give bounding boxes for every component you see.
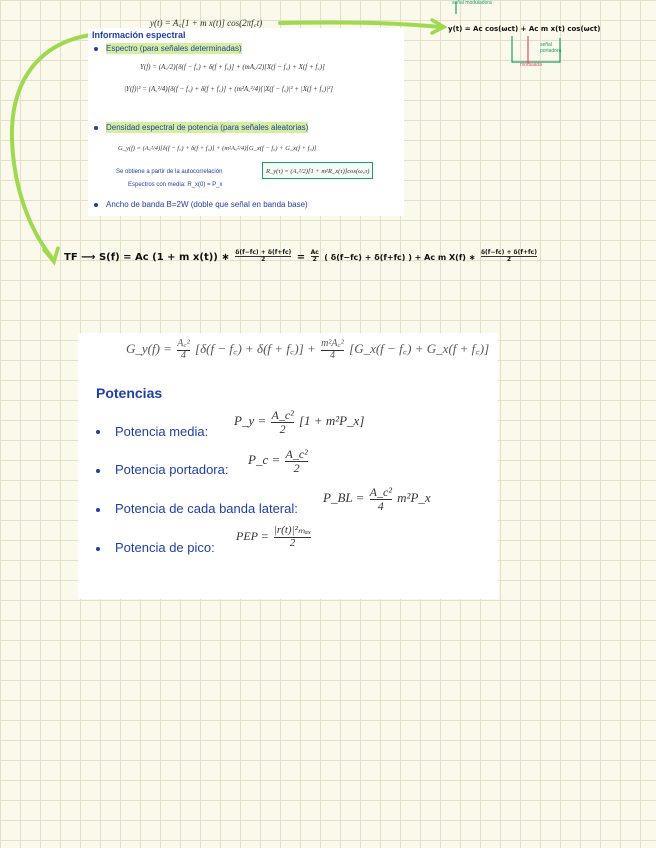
psd-formula-lhs: G_y(f) = xyxy=(126,341,172,356)
tf-lhs: S(f) = Ac (1 + m x(t)) ∗ xyxy=(98,251,230,263)
spectral-info-card xyxy=(88,28,404,216)
psd-b-den: 4 xyxy=(321,350,344,362)
psd-a-den: 4 xyxy=(177,350,190,362)
bullet-dot xyxy=(96,547,100,551)
power-item-label: Potencia media: xyxy=(115,424,209,439)
power-item-label: Potencia portadora: xyxy=(115,462,229,477)
tf-arrow: ⟶ xyxy=(81,251,96,263)
formula-num: A_c² xyxy=(271,408,294,422)
tf-frac3-den: 2 xyxy=(481,256,537,263)
formula-den: 2 xyxy=(274,537,311,550)
bullet-dot xyxy=(94,47,98,51)
psd-equation: G_y(f) = (A꜀²/4)[δ(f − f꜀) + δ(f + f꜀)] + (m²A꜀²/4)[G_x(f − f꜀) + G_x(f + f꜀)] xyxy=(118,145,317,152)
formula-rest: [1 + m²P_x] xyxy=(299,413,365,429)
spectrum-bullet: Espectro (para señales determinadas) xyxy=(106,44,242,53)
power-item-formula xyxy=(323,486,431,512)
autocorrelation-boxed-equation: R_y(τ) = (A꜀²/2)[1 + m²R_x(τ)]cos(ω꜀τ) xyxy=(262,162,373,179)
formula-lhs: PEP = xyxy=(236,528,269,543)
powers-card xyxy=(78,333,498,599)
annotation-label-modulated: modulada xyxy=(520,62,542,68)
formula-lhs: P_c = xyxy=(248,452,281,468)
tf-frac3-num: δ(f−fc) + δ(f+fc) xyxy=(480,249,537,256)
psd-a-rest: [δ(f − f꜀) + δ(f + f꜀)] + xyxy=(195,341,316,356)
formula-den: 2 xyxy=(271,422,293,436)
tf-frac1-num: δ(f−fc) + δ(f+fc) xyxy=(235,249,292,256)
bullet-dot xyxy=(94,203,98,207)
power-item-label: Potencia de cada banda lateral: xyxy=(115,501,298,516)
formula-lhs: P_y = xyxy=(234,413,267,429)
spectral-info-title: Información espectral xyxy=(92,30,186,40)
powers-heading: Potencias xyxy=(96,385,163,401)
annotation-label-top: señal moduladora xyxy=(452,0,492,6)
mean-spectrum-note: Espectros con media: R_x(0) = P_x xyxy=(128,182,223,188)
tf-frac1-den: 2 xyxy=(235,256,291,263)
formula-den: 4 xyxy=(370,499,392,513)
bullet-dot xyxy=(96,469,100,473)
formula-den: 2 xyxy=(285,461,307,475)
psd-b-rest: [G_x(f − f꜀) + G_x(f + f꜀)] xyxy=(349,341,490,356)
tf-mid: ( δ(f−fc) + δ(f+fc) ) + Ac m X(f) ∗ xyxy=(324,252,476,262)
bullet-dot xyxy=(96,508,100,512)
formula-num: |r(t)|²ₘₐₓ xyxy=(273,524,312,536)
annotation-label-carrier: señal portadora xyxy=(540,42,562,54)
psd-formula xyxy=(126,339,489,361)
tf-equals: = xyxy=(296,251,306,263)
formula-num: A_c² xyxy=(369,485,392,499)
tf-line xyxy=(64,250,539,264)
psd-a-num: A꜀² xyxy=(177,338,190,350)
psd-b-num: m²A꜀² xyxy=(321,338,344,350)
psd-bullet: Densidad espectral de potencia (para señales aleatorias) xyxy=(106,123,309,132)
bandwidth-bullet: Ancho de banda B=2W (doble que señal en banda base) xyxy=(106,200,308,209)
spectrum-magnitude-equation: |Y(f)|² = (A꜀²/4)[δ(f − f꜀) + δ(f + f꜀)] + (m²A꜀²/4)[|X(f − f꜀)|² + |X(f + f꜀)|²] xyxy=(124,85,333,93)
spectrum-equation: Y(f) = (A꜀/2)[δ(f − f꜀) + δ(f + f꜀)] + (mA꜀/2)[X(f − f꜀) + X(f + f꜀)] xyxy=(140,63,325,71)
formula-num: A_c² xyxy=(285,447,308,461)
power-item-formula xyxy=(236,525,313,549)
modulated-signal-equation: y(t) = Ac cos(ωct) + Ac m x(t) cos(ωct) xyxy=(448,25,601,33)
power-item-formula xyxy=(234,409,364,435)
formula-rest: m²P_x xyxy=(397,490,431,506)
tf-label: TF xyxy=(64,251,78,263)
tf-frac2-num: Ac xyxy=(310,249,319,256)
power-item-formula xyxy=(248,448,310,474)
tf-frac2-den: 2 xyxy=(311,256,319,263)
top-formula: y(t) = A꜀[1 + m x(t)] cos(2πf꜀t) xyxy=(150,18,263,28)
bullet-dot xyxy=(96,430,100,434)
formula-lhs: P_BL = xyxy=(323,490,365,506)
autocorrelation-note: Se obtiene a partir de la autocorrelación xyxy=(116,169,223,175)
bullet-dot xyxy=(94,126,98,130)
power-item-label: Potencia de pico: xyxy=(115,540,215,555)
